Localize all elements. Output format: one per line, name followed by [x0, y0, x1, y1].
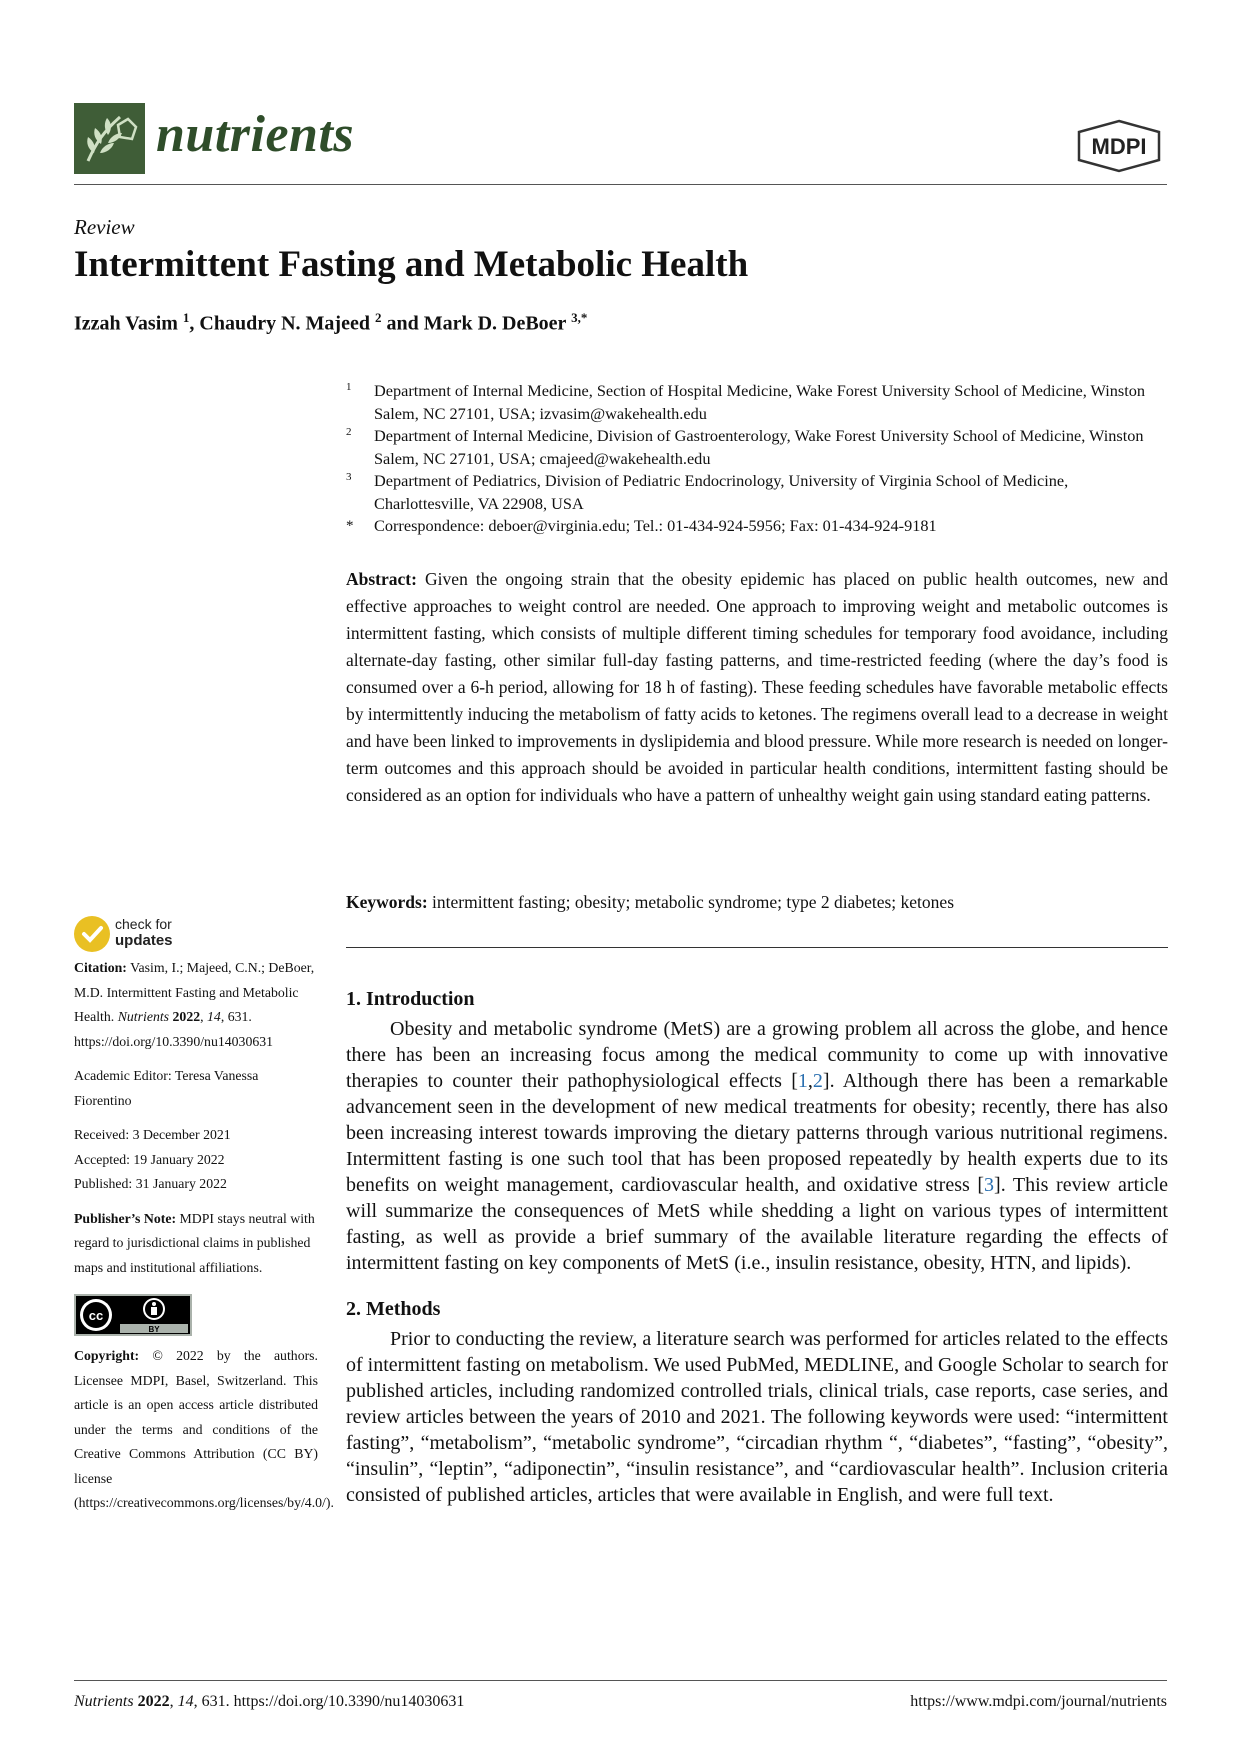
copyright-label: Copyright:	[74, 1348, 140, 1363]
copyright	[74, 1344, 334, 1516]
author-affiliation-mark: 3,*	[571, 310, 588, 325]
cc-by-license-icon[interactable]	[74, 1294, 192, 1336]
header-divider	[74, 184, 1167, 185]
citation-link[interactable]: 1	[797, 1070, 808, 1092]
author-affiliation-mark: 1	[182, 310, 190, 325]
footer-journal-url[interactable]: https://www.mdpi.com/journal/nutrients	[910, 1693, 1167, 1710]
affiliation-mark: 3	[346, 471, 352, 483]
citation-year: 2022	[172, 1009, 201, 1024]
accepted-date: Accepted: 19 January 2022	[74, 1151, 225, 1167]
citation-doi[interactable]: , 631. https://doi.org/10.3390/nu14030631	[74, 1009, 274, 1049]
sidebar	[74, 956, 334, 1516]
article-title: Intermittent Fasting and Metabolic Health	[74, 244, 749, 285]
affiliation-text: Department of Pediatrics, Division of Pediatric Endocrinology, University of Virginia School of Medicine, Charlottesville, VA 22908, USA	[374, 471, 1069, 513]
keywords	[346, 889, 1168, 916]
citation-journal: Nutrients	[117, 1009, 170, 1024]
academic-editor: Academic Editor: Teresa Vanessa Fiorentino	[74, 1068, 259, 1108]
affiliation-text: Correspondence: deboer@virginia.edu; Tel.: 01-434-924-5956; Fax: 01-434-924-9181	[374, 516, 937, 535]
publisher-note-text: MDPI stays neutral with regard to jurisdictional claims in published maps and institutional affiliations.	[74, 1210, 315, 1275]
author-name: Chaudry N. Majeed	[199, 312, 375, 335]
affiliation-item	[346, 470, 1168, 515]
section-heading-methods: 2. Methods	[346, 1298, 441, 1320]
article-type: Review	[74, 215, 135, 239]
published-date: Published: 31 January 2022	[74, 1176, 227, 1191]
footer-year: 2022	[137, 1693, 170, 1710]
copyright-text: © 2022 by the authors. Licensee MDPI, Basel, Switzerland. This article is an open access article distributed under the terms and conditions of the Creative Commons Attribution (CC BY) license (https://creativecommons.org/licenses/by/4.0/).	[74, 1348, 334, 1510]
affiliation-mark: *	[346, 518, 354, 534]
keywords-divider	[346, 947, 1168, 948]
footer-doi[interactable]: , 631. https://doi.org/10.3390/nu14030631	[193, 1693, 465, 1710]
svg-text:cc: cc	[88, 1308, 104, 1323]
footer-divider	[74, 1680, 1167, 1681]
citation-link[interactable]: 3	[984, 1174, 995, 1196]
mdpi-logo-text: MDPI	[1091, 134, 1147, 159]
section-heading-introduction: 1. Introduction	[346, 988, 475, 1010]
footer-volume: 14	[177, 1693, 194, 1710]
author-name: Mark D. DeBoer	[423, 312, 572, 335]
affiliation-mark: 2	[346, 426, 352, 438]
main-body	[346, 986, 1168, 1508]
affiliation-mark: 1	[346, 381, 352, 393]
publisher-note	[74, 1207, 318, 1281]
author-affiliation-mark: 2	[374, 310, 382, 325]
methods-paragraph: Prior to conducting the review, a literature search was performed for articles related to the effects of intermittent fasting on metabolism. We used PubMed, MEDLINE, and Google Scholar to search for published articles, including randomized controlled trials, clinical trials, case reports, case series, and review articles between the years of 2010 and 2021. The following keywords were used: “intermittent fasting”, “metabolism”, “metabolic syndrome”, “circadian rhythm “, “diabetes”, “fasting”, “obesity”, “insulin”, “leptin”, “adiponectin”, “insulin resistance”, and “cardiovascular health”. Inclusion criteria consisted of published articles, articles that were available in English, and were full text.	[346, 1328, 1168, 1506]
journal-name: nutrients	[156, 106, 355, 163]
dates	[74, 1123, 318, 1197]
keywords-text: intermittent fasting; obesity; metabolic syndrome; type 2 diabetes; ketones	[432, 892, 954, 912]
cc-badge-label: BY	[148, 1325, 160, 1334]
check-updates-line2: updates	[115, 932, 173, 949]
introduction-paragraph: Obesity and metabolic syndrome (MetS) are a growing problem all across the globe, and hence there has been an increasing focus among the medical community to come up with innovative therapies to counter their pathophysiological effects [1,2]. Although there has been a remarkable advancement seen in the development of new medical treatments for obesity; recently, there has also been increasing interest towards improving the dietary patterns through various nutritional regimens. Intermittent fasting is one such tool that has been proposed repeatedly by health experts due to its benefits on weight management, cardiovascular health, and oxidative stress [3]. This review article will summarize the consequences of MetS while shedding a light on various types of intermittent fasting, as well as provide a brief summary of the available literature regarding the effects of intermittent fasting on key components of MetS (i.e., insulin resistance, obesity, HTN, and lipids).	[346, 1018, 1169, 1274]
citation-label: Citation:	[74, 960, 127, 975]
citation-text: Vasim, I.; Majeed, C.N.; DeBoer, M.D. Intermittent Fasting and Metabolic Health.	[74, 960, 315, 1024]
abstract-text: Given the ongoing strain that the obesity epidemic has placed on public health outcomes, new and effective approaches to weight control are needed. One approach to improving weight and metabolic outcomes is intermittent fasting, which consists of multiple different timing schedules for temporary food avoidance, including alternate-day fasting, other similar full-day fasting patterns, and time-restricted feeding (where the day’s food is consumed over a 6-h period, allowing for 18 h of fasting). These feeding schedules have favorable metabolic effects by intermittently inducing the metabolism of fatty acids to ketones. The regimens overall lead to a decrease in weight and have been linked to improvements in dyslipidemia and blood pressure. While more research is needed on longer-term outcomes and this approach should be avoided in particular health conditions, intermittent fasting should be considered as an option for individuals who have a pattern of unhealthy weight gain using standard eating patterns.	[346, 569, 1168, 805]
affiliation-item	[346, 515, 1168, 538]
journal-logo-icon	[74, 103, 145, 174]
affiliation-text: Department of Internal Medicine, Division of Gastroenterology, Wake Forest University School of Medicine, Winston Salem, NC 27101, USA; cmajeed@wakehealth.edu	[374, 426, 1144, 468]
affiliation-item	[346, 425, 1168, 470]
citation-volume: 14	[207, 1009, 221, 1024]
check-for-updates-button[interactable]	[74, 916, 224, 956]
abstract	[346, 566, 1168, 809]
received-date: Received: 3 December 2021	[74, 1127, 231, 1142]
citation-link[interactable]: 2	[812, 1070, 823, 1092]
author-list: Izzah Vasim $^1$, Chaudry N. Majeed $^2$ and Mark D. DeBoer $^{3,*}$	[74, 310, 588, 335]
check-updates-icon	[74, 916, 110, 952]
keywords-label: Keywords:	[346, 892, 428, 912]
affiliation-text: Department of Internal Medicine, Section of Hospital Medicine, Wake Forest University School of Medicine, Winston Salem, NC 27101, USA; izvasim@wakehealth.edu	[374, 381, 1146, 423]
abstract-label: Abstract:	[346, 569, 417, 589]
check-updates-line1: check for	[115, 916, 172, 932]
footer-citation: Nutrients 2022, 14, 631. https://doi.org/10.3390/nu14030631	[74, 1693, 465, 1710]
citation: Citation: Vasim, I.; Majeed, C.N.; DeBoer, M.D. Intermittent Fasting and Metabolic Health. Nutrients 2022, 14, 631. https://doi.org/10.3390/nu14030631	[74, 960, 315, 1049]
affiliations	[346, 380, 1168, 538]
footer-journal: Nutrients	[74, 1693, 134, 1710]
publisher-note-label: Publisher’s Note:	[74, 1210, 177, 1226]
author-name: Izzah Vasim	[74, 312, 183, 335]
mdpi-logo-icon	[1074, 118, 1164, 174]
affiliation-item	[346, 380, 1168, 425]
